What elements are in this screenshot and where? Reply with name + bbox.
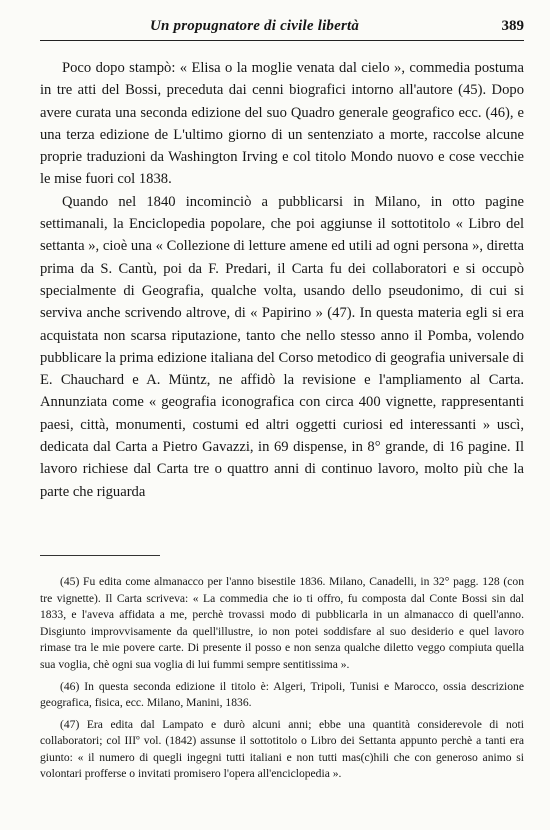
footnote-separator (40, 555, 160, 556)
body-paragraph-1: Poco dopo stampò: « Elisa o la moglie venata dal cielo », commedia postuma in tre atti del Bossi, preceduta dai cenni biografici intorno all'autore (45). Dopo avere curata una seconda edizione del suo Quadro generale geografico ecc. (46), e una terza edizione de L'ultimo giorno di un sentenziato a morte, raccolse alcune proprie traduzioni da Washington Irving e col titolo Mondo nuovo e cose vecchie le mise fuori col 1838. (40, 60, 524, 188)
body-text (40, 57, 524, 503)
footnote-46: (46) In questa seconda edizione il titolo è: Algeri, Tripoli, Tunisi e Marocco, ossia descrizione geografica, fisica, ecc. Milano, Manini, 1836. (40, 679, 524, 710)
footnote-47: (47) Era edita dal Lampato e durò alcuni anni; ebbe una quantità considerevole di noti collaboratori; col IIIº vol. (1842) assunse il sottotitolo o Libro dei Settanta appunto perchè a tanti era giunto: « il numero di quegli ingegni tutti italiani e non tutti mas(c)hili che con generoso animo si volontari profferse o invitati promisero l'opera all'enciclopedia ». (40, 717, 524, 781)
page-number: 389 (501, 18, 524, 34)
running-title: Un propugnatore di civile libertà (150, 18, 360, 34)
footnote-45: (45) Fu edita come almanacco per l'anno bisestile 1836. Milano, Canadelli, in 32° pagg. 128 (con tre vignette). Il Carta scriveva: « La commedia che io ti offro, fu composta dal Conte Bossi sin dal 1833, e l'aveva affidata a me, perchè trovassi modo di pubblicarla in un almanacco di quell'anno. Disgiunto improvvisamente da quell'illustre, io non potei soddisfare al suo desiderio e quel lavoro rimase tra le mie povere carte. Di presente il posso e non senza qualche diletto veggo compiuta quella sua voglia, chè ogni sua voglia di lui fummi sempre sentitissima ». (40, 574, 524, 671)
running-head (40, 18, 524, 41)
footnotes (40, 574, 524, 783)
body-paragraph-2: Quando nel 1840 incominciò a pubblicarsi in Milano, in otto pagine settimanali, la Enciclopedia popolare, che poi aggiunse il sottotitolo « Libro del settanta », cioè una « Collezione di letture amene ed utili ad ogni persona », diretta prima da S. Cantù, poi da F. Predari, il Carta fu dei collaboratori e si occupò specialmente di Geografia, qualche volta, usando dello pseudonimo, di cui si serviva anche scrivendo altrove, di « Papirino » (47). In questa materia egli si era acquistata non scarsa riputazione, tanto che nello stesso anno il Pomba, volendo pubblicare la prima edizione italiana del Corso metodico di geografia universale di E. Chauchard e A. Müntz, ne affidò la revisione e l'ampliamento al Carta. Annunziata come « geografia iconografica con circa 400 vignette, rappresentanti paesi, città, monumenti, costumi ed altri oggetti curiosi ed interessanti » uscì, dedicata dal Carta a Pietro Gavazzi, in 69 dispense, in 8° grande, di 16 pagine. Il lavoro richiese dal Carta tre o quattro anni di continuo lavoro, molto più che la parte che riguarda (40, 193, 524, 500)
